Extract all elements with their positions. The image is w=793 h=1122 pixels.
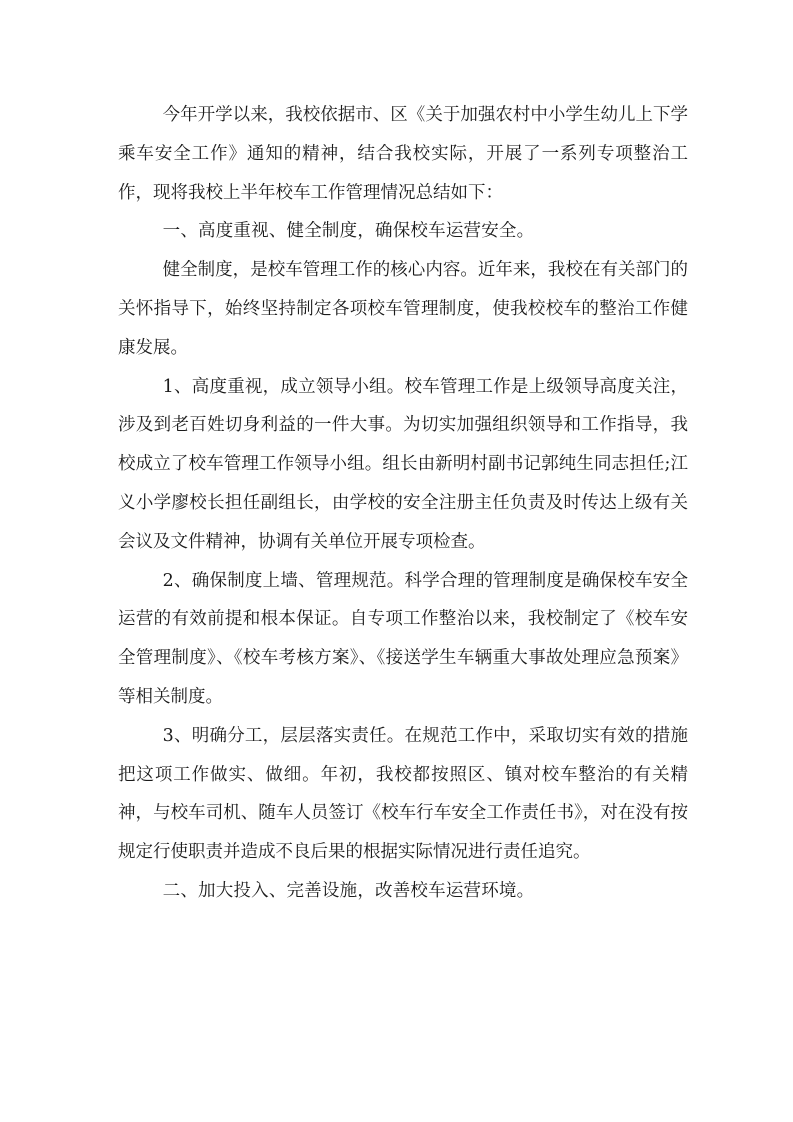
body-paragraph: 1、高度重视，成立领导小组。校车管理工作是上级领导高度关注，涉及到老百姓切身利益的一件大事。为切实加强组织领导和工作指导，我校成立了校车管理工作领导小组。组长由新明村副书记郭纯生同志担任;江义小学廖校长担任副组长，由学校的安全注册主任负责及时传达上级有关会议及文件精神，协调有关单位开展专项检查。 — [118, 376, 688, 552]
body-paragraph: 2、确保制度上墙、管理规范。科学合理的管理制度是确保校车安全运营的有效前提和根本保证。自专项工作整治以来，我校制定了《校车安全管理制度》、《校车考核方案》、《接送学生车辆重大事故处理应急预案》等相关制度。 — [118, 570, 688, 707]
section-heading-1: 一、高度重视、健全制度，确保校车运营安全。 — [162, 221, 535, 242]
body-paragraph: 3、明确分工，层层落实责任。在规范工作中，采取切实有效的措施把这项工作做实、做细。年初，我校都按照区、镇对校车整治的有关精神，与校车司机、随车人员签订《校车行车安全工作责任书》，对在没有按规定行使职责并造成不良后果的根据实际情况进行责任追究。 — [118, 725, 688, 863]
document-body — [118, 96, 688, 911]
section-heading-2: 二、加大投入、完善设施，改善校车运营环境。 — [162, 880, 535, 901]
intro-paragraph: 今年开学以来，我校依据市、区《关于加强农村中小学生幼儿上下学乘车安全工作》通知的精神，结合我校实际，开展了一系列专项整治工作，现将我校上半年校车工作管理情况总结如下： — [118, 105, 688, 203]
body-paragraph: 健全制度，是校车管理工作的核心内容。近年来，我校在有关部门的关怀指导下，始终坚持制定各项校车管理制度，使我校校车的整治工作健康发展。 — [118, 260, 688, 358]
